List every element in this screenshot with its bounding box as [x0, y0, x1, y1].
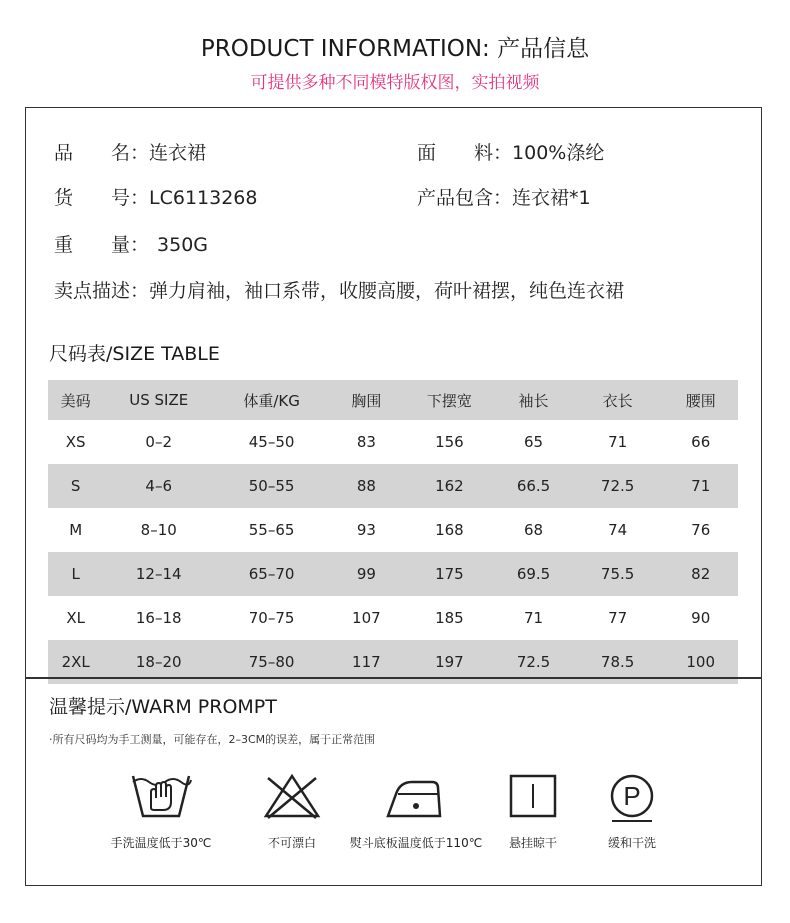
info-includes-label: 产品包含： — [417, 187, 513, 209]
table-cell: 197 — [404, 640, 496, 684]
info-fabric-value: 100%涤纶 — [512, 142, 605, 164]
table-cell: XS — [65, 433, 86, 451]
table-cell: 2XL — [48, 640, 103, 684]
col-header: 衣长 — [572, 380, 664, 420]
col-header: US SIZE — [103, 380, 214, 420]
info-name — [54, 138, 206, 165]
hang-dry-icon — [501, 772, 565, 820]
table-cell: 71 — [663, 464, 738, 508]
col-header: 下摆宽 — [404, 380, 496, 420]
table-cell: 0–2 — [145, 433, 173, 451]
table-cell: 66 — [691, 433, 711, 451]
table-cell: 68 — [523, 521, 544, 539]
table-cell: 99 — [329, 552, 404, 596]
table-row — [48, 508, 738, 552]
table-cell: 83 — [356, 433, 376, 451]
table-cell: M — [69, 521, 83, 539]
info-weight-label: 重 量： — [54, 234, 150, 256]
table-cell: XL — [66, 609, 85, 627]
table-cell: 107 — [352, 609, 381, 627]
table-cell: 77 — [608, 609, 628, 627]
size-table-header — [48, 380, 738, 420]
table-row — [48, 596, 738, 640]
table-cell: S — [48, 464, 103, 508]
table-cell: 72.5 — [572, 464, 664, 508]
info-name-label: 品 名： — [54, 142, 150, 164]
table-cell: 18–20 — [103, 640, 214, 684]
table-cell: 50–55 — [214, 464, 329, 508]
info-sku-value: LC6113268 — [149, 187, 258, 209]
table-cell: 175 — [404, 552, 496, 596]
table-cell: 70–75 — [248, 609, 295, 627]
col-header: 体重/KG — [214, 380, 329, 420]
table-cell: 69.5 — [495, 552, 572, 596]
gentle-dry-clean-icon — [600, 772, 664, 824]
col-header: 袖长 — [495, 380, 572, 420]
table-cell: 82 — [663, 552, 738, 596]
table-cell: 75.5 — [572, 552, 664, 596]
info-sku — [54, 183, 258, 210]
table-cell: 72.5 — [495, 640, 572, 684]
table-cell: 74 — [608, 521, 628, 539]
table-cell: 78.5 — [572, 640, 664, 684]
table-cell: 93 — [356, 521, 376, 539]
info-includes-value: 连衣裙*1 — [512, 187, 591, 209]
section-divider — [25, 677, 762, 679]
table-cell: 185 — [435, 609, 464, 627]
care-item-hand-wash — [96, 772, 226, 851]
table-cell: 65–70 — [214, 552, 329, 596]
table-cell: 168 — [435, 521, 464, 539]
care-item-dry-clean — [567, 772, 697, 851]
iron-low-icon — [384, 772, 448, 820]
info-fabric — [417, 138, 604, 165]
care-item-iron — [349, 772, 483, 851]
warm-prompt-title: 温馨提示/WARM PROMPT — [49, 696, 277, 718]
table-cell: 4–6 — [103, 464, 214, 508]
table-cell: 16–18 — [135, 609, 182, 627]
table-cell: 71 — [523, 609, 544, 627]
col-header: 腰围 — [663, 380, 738, 420]
table-cell: 45–50 — [248, 433, 295, 451]
table-cell: 117 — [329, 640, 404, 684]
size-table — [48, 380, 738, 684]
table-cell: 8–10 — [140, 521, 177, 539]
info-name-value: 连衣裙 — [149, 142, 207, 164]
svg-text:P: P — [623, 781, 641, 811]
care-item-no-bleach — [227, 772, 357, 851]
table-row — [48, 420, 738, 464]
col-header: 胸围 — [329, 380, 404, 420]
table-cell: 162 — [404, 464, 496, 508]
table-cell: 76 — [691, 521, 711, 539]
info-weight-value: 350G — [157, 234, 209, 256]
info-weight — [54, 230, 208, 257]
care-label: 手洗温度低于30℃ — [110, 836, 212, 850]
info-selling-value: 弹力肩袖，袖口系带，收腰高腰，荷叶裙摆，纯色连衣裙 — [149, 280, 625, 302]
table-cell: 12–14 — [103, 552, 214, 596]
page-subtitle: 可提供多种不同模特版权图，实拍视频 — [250, 73, 540, 93]
table-cell: 55–65 — [248, 521, 295, 539]
table-row — [48, 552, 738, 596]
page-title: PRODUCT INFORMATION: 产品信息 — [200, 36, 590, 62]
care-label: 熨斗底板温度低于110℃ — [349, 836, 483, 850]
info-sku-label: 货 号： — [54, 187, 150, 209]
table-cell: 100 — [663, 640, 738, 684]
hand-wash-icon — [129, 772, 193, 820]
table-cell: 71 — [608, 433, 628, 451]
info-includes — [417, 183, 591, 210]
table-row — [48, 464, 738, 508]
table-cell: 75–80 — [214, 640, 329, 684]
col-header: 美码 — [48, 380, 103, 420]
table-cell: 66.5 — [495, 464, 572, 508]
info-fabric-label: 面 料： — [417, 142, 513, 164]
care-label: 不可漂白 — [267, 836, 316, 850]
care-label: 悬挂晾干 — [508, 836, 557, 850]
info-selling-label: 卖点描述： — [54, 280, 150, 302]
care-label: 缓和干洗 — [607, 836, 656, 850]
table-cell: 65 — [523, 433, 544, 451]
no-bleach-icon — [260, 772, 324, 820]
info-selling — [54, 276, 624, 303]
table-cell: 156 — [435, 433, 464, 451]
table-cell: L — [48, 552, 103, 596]
size-table-title: 尺码表/SIZE TABLE — [49, 343, 220, 365]
warm-prompt-note: ·所有尺码均为手工测量，可能存在，2–3CM的误差，属于正常范围 — [49, 733, 376, 746]
table-cell: 88 — [329, 464, 404, 508]
table-cell: 90 — [691, 609, 711, 627]
